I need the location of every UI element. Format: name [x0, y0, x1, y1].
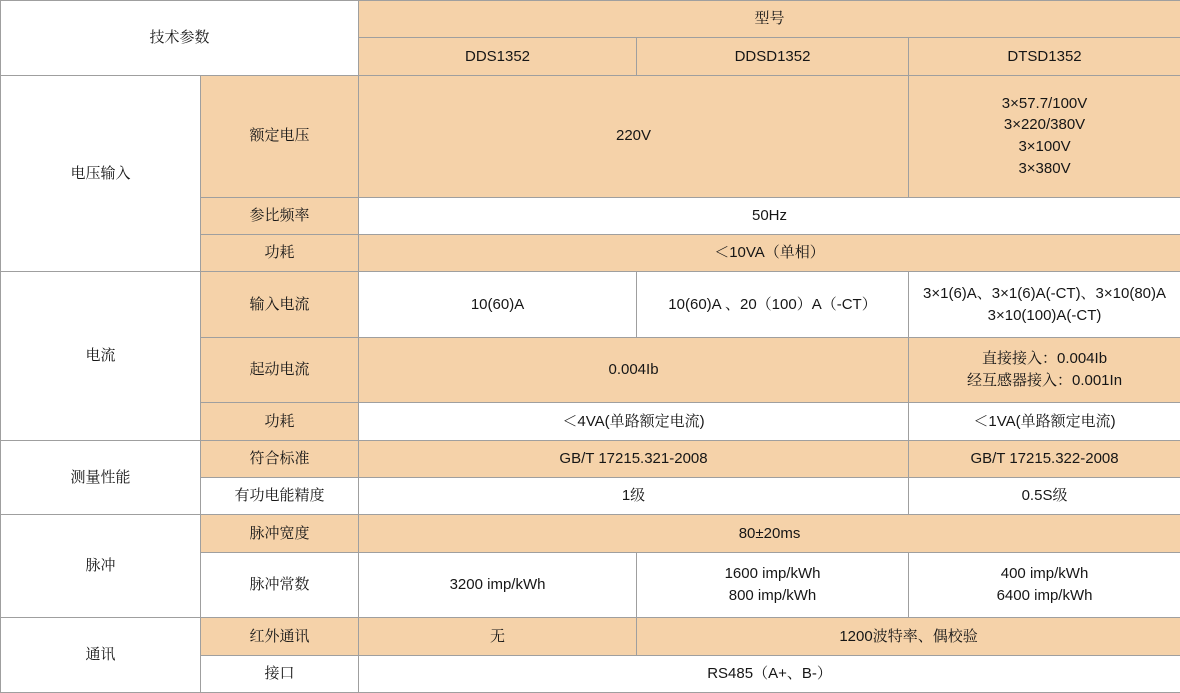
value-pulse-constant-dds: 3200 imp/kWh	[359, 552, 637, 618]
value-starting-current-dtsd	[909, 337, 1180, 403]
model-dds1352: DDS1352	[359, 38, 637, 75]
value-pulse-constant-dtsd	[909, 552, 1180, 618]
value-accuracy-dtsd: 0.5S级	[909, 478, 1180, 515]
value-voltage-power-consumption: ＜10VA（单相）	[359, 234, 1180, 271]
value-current-power-consumption-dtsd: ＜1VA(单路额定电流)	[909, 403, 1180, 440]
param-input-current: 输入电流	[201, 272, 359, 338]
param-reference-frequency: 参比频率	[201, 197, 359, 234]
value-starting-current-dtsd-line1: 直接接入：0.004Ib	[981, 350, 1108, 368]
param-current-power-consumption: 功耗	[201, 403, 359, 440]
value-interface: RS485（A+、B-）	[359, 655, 1180, 692]
param-starting-current: 起动电流	[201, 337, 359, 403]
category-current: 电流	[1, 272, 201, 440]
value-rated-voltage-three-phase	[909, 75, 1180, 197]
param-interface: 接口	[201, 655, 359, 692]
value-rated-voltage-three-phase-line2: 3×220/380V	[1003, 116, 1086, 134]
param-rated-voltage: 额定电压	[201, 75, 359, 197]
model-ddsd1352: DDSD1352	[637, 38, 909, 75]
category-communication: 通讯	[1, 618, 201, 693]
value-infrared-common: 1200波特率、偶校验	[637, 618, 1180, 655]
table-header-row	[1, 1, 1180, 38]
value-pulse-constant-dtsd-line1: 400 imp/kWh	[1000, 565, 1089, 583]
value-input-current-dtsd-line1: 3×1(6)A、3×1(6)A(-CT)、3×10(80)A	[923, 284, 1167, 302]
category-voltage-input: 电压输入	[1, 75, 201, 272]
value-rated-voltage-three-phase-line3: 3×100V	[1018, 138, 1071, 156]
value-pulse-constant-dtsd-line2: 6400 imp/kWh	[996, 586, 1093, 604]
value-current-power-consumption-common: ＜4VA(单路额定电流)	[359, 403, 909, 440]
value-pulse-width: 80±20ms	[359, 515, 1180, 552]
value-input-current-dtsd-line2: 3×10(100)A(-CT)	[987, 306, 1102, 324]
row-standard	[1, 440, 1180, 477]
value-pulse-constant-ddsd	[637, 552, 909, 618]
param-pulse-constant: 脉冲常数	[201, 552, 359, 618]
value-standard-common: GB/T 17215.321-2008	[359, 440, 909, 477]
value-pulse-constant-ddsd-line2: 800 imp/kWh	[728, 586, 817, 604]
value-starting-current-common: 0.004Ib	[359, 337, 909, 403]
value-input-current-ddsd: 10(60)A 、20（100）A（-CT）	[637, 272, 909, 338]
param-standard: 符合标准	[201, 440, 359, 477]
row-rated-voltage	[1, 75, 1180, 197]
value-rated-voltage-three-phase-line1: 3×57.7/100V	[1001, 94, 1088, 112]
param-pulse-width: 脉冲宽度	[201, 515, 359, 552]
value-input-current-dtsd	[909, 272, 1180, 338]
value-rated-voltage-three-phase-line4: 3×380V	[1018, 159, 1071, 177]
value-standard-dtsd: GB/T 17215.322-2008	[909, 440, 1180, 477]
value-starting-current-dtsd-line2: 经互感器接入：0.001In	[966, 372, 1123, 390]
value-reference-frequency: 50Hz	[359, 197, 1180, 234]
param-active-energy-accuracy: 有功电能精度	[201, 478, 359, 515]
model-dtsd1352: DTSD1352	[909, 38, 1180, 75]
param-infrared-communication: 红外通讯	[201, 618, 359, 655]
value-pulse-constant-ddsd-line1: 1600 imp/kWh	[724, 565, 821, 583]
value-rated-voltage-220v: 220V	[359, 75, 909, 197]
value-infrared-dds: 无	[359, 618, 637, 655]
value-accuracy-common: 1级	[359, 478, 909, 515]
header-model: 型号	[359, 1, 1180, 38]
row-pulse-width	[1, 515, 1180, 552]
category-pulse: 脉冲	[1, 515, 201, 618]
param-voltage-power-consumption: 功耗	[201, 234, 359, 271]
header-technical-parameters: 技术参数	[1, 1, 359, 76]
row-infrared-communication	[1, 618, 1180, 655]
category-measurement-performance: 测量性能	[1, 440, 201, 515]
value-input-current-dds: 10(60)A	[359, 272, 637, 338]
row-input-current	[1, 272, 1180, 338]
